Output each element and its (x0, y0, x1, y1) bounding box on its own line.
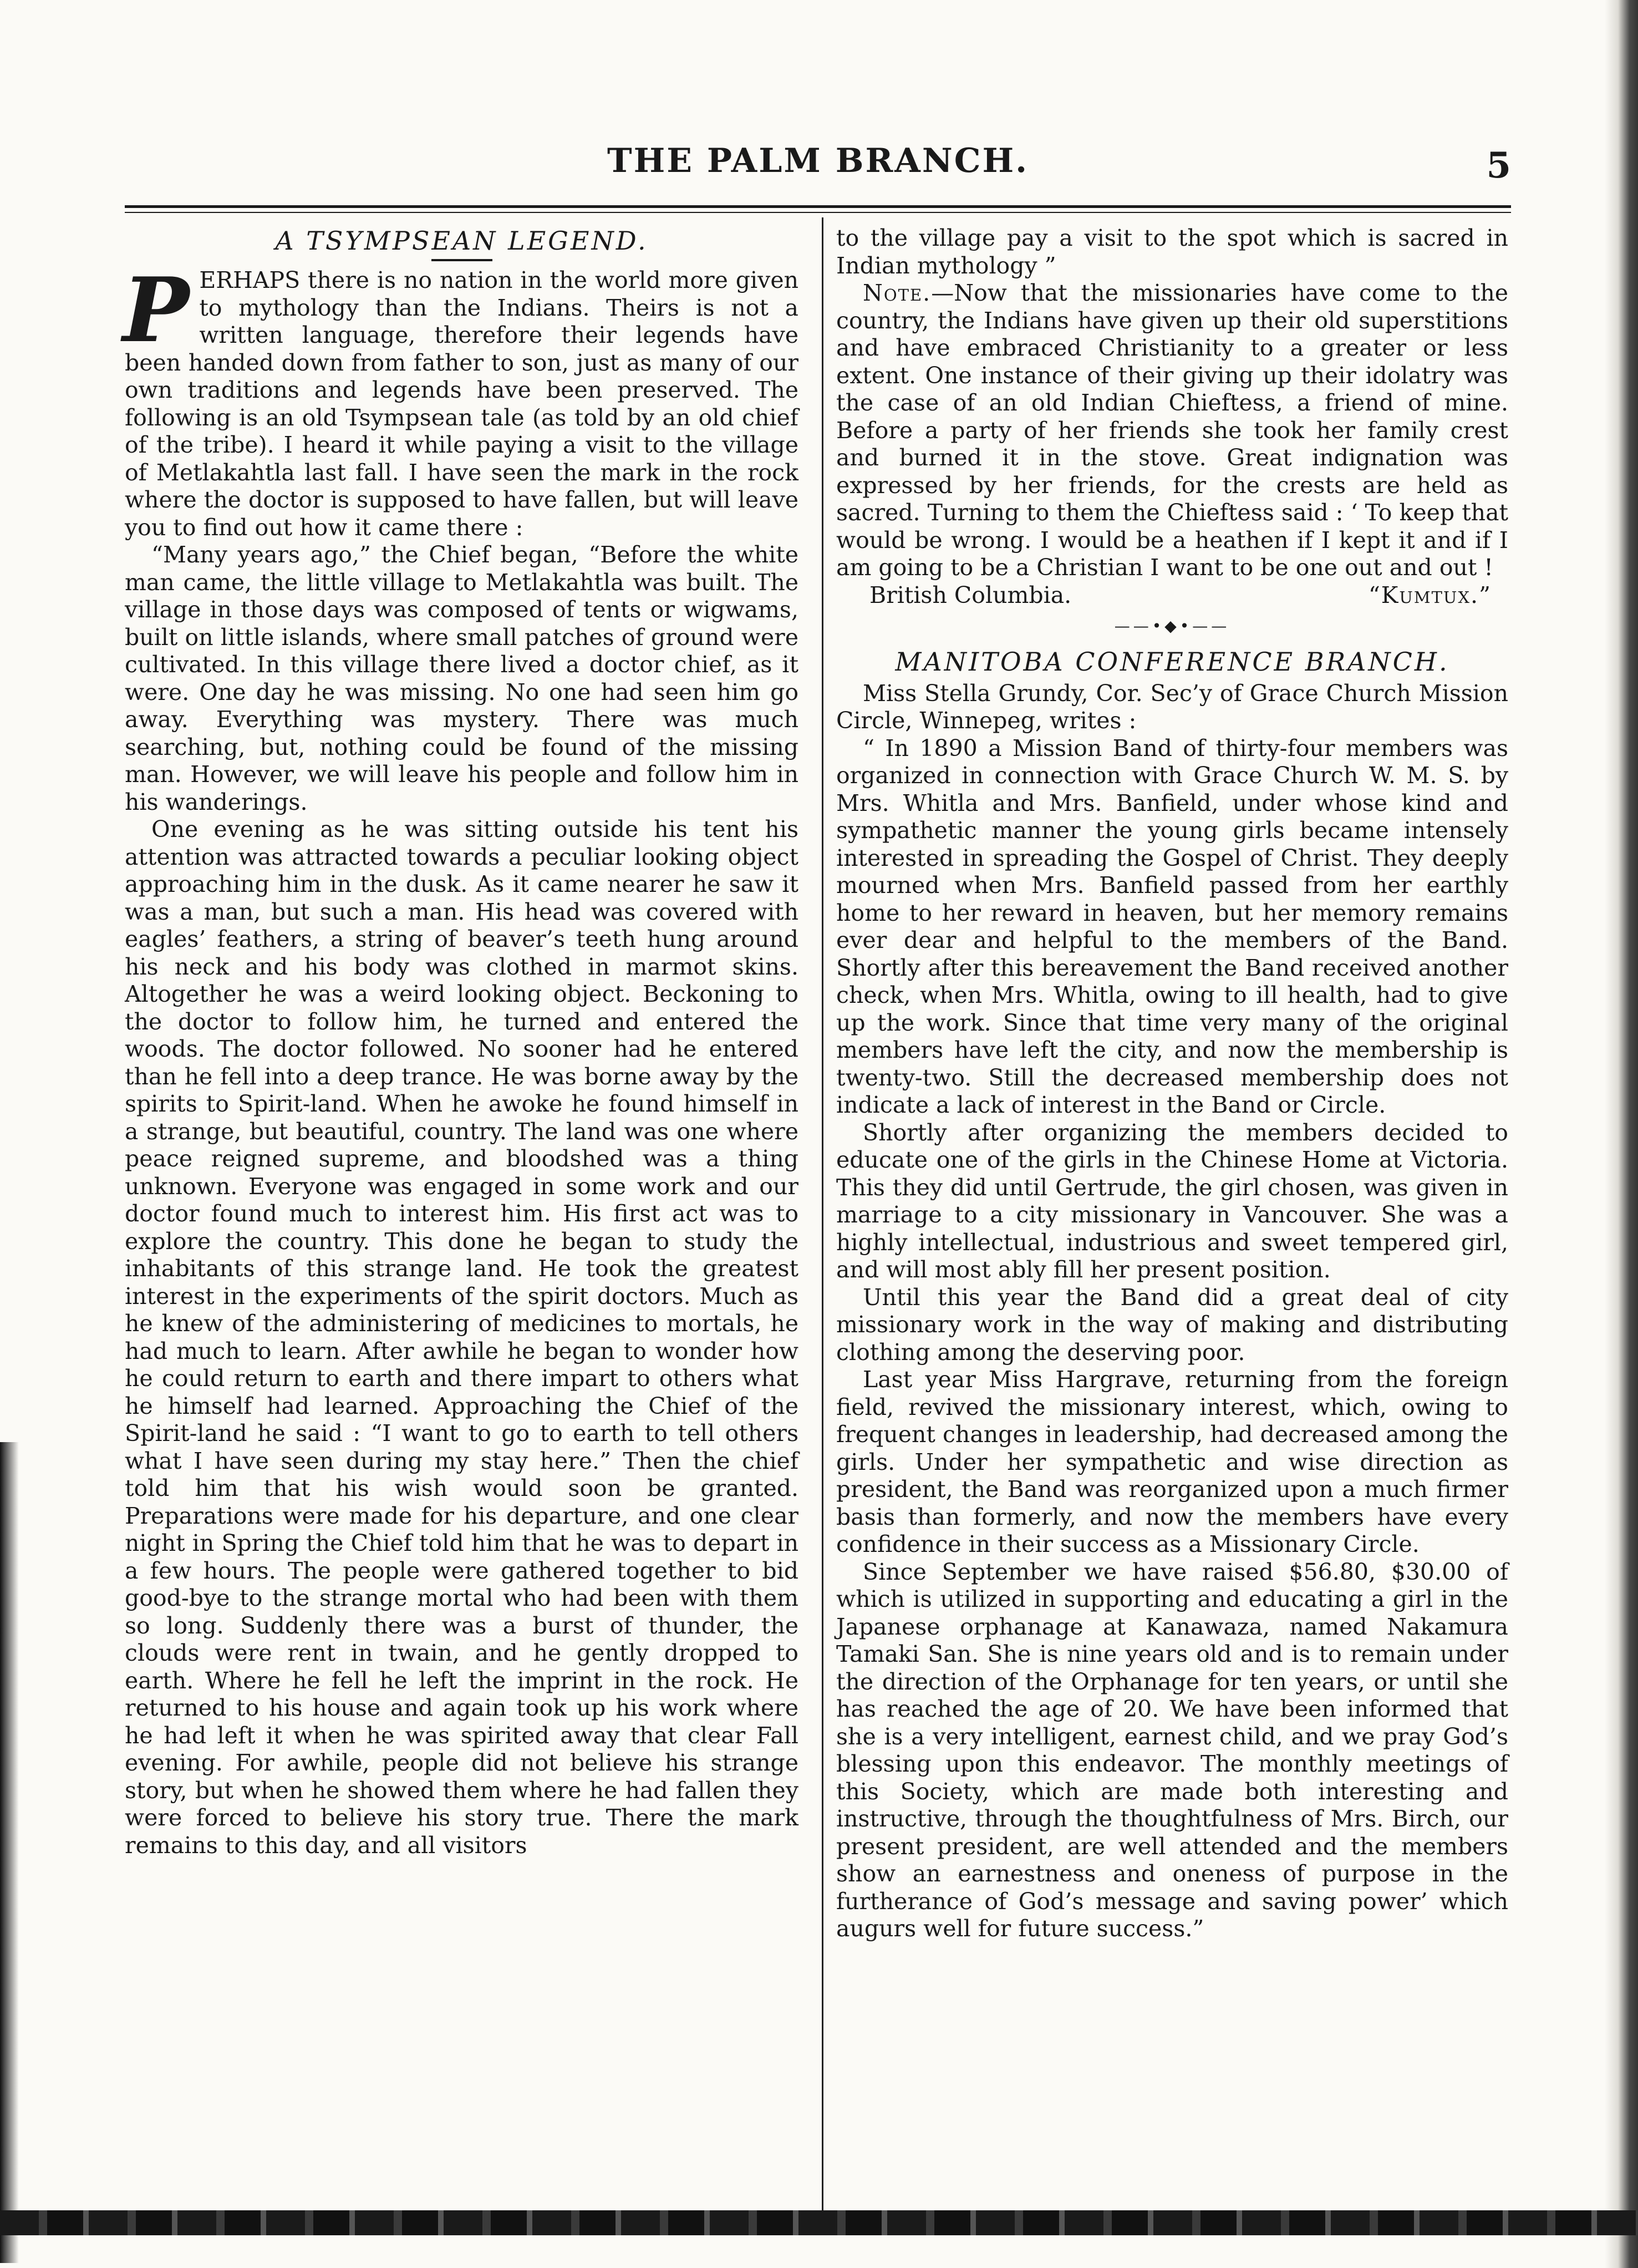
column-divider (822, 217, 823, 2225)
journal-title: THE PALM BRANCH. (607, 141, 1029, 180)
note-text: —Now that the missionaries have come to the country, the Indians have given up their old superstitions and have embraced Christianity to a greater or less extent. One instance of their giving up their idolatry was the case of an old Indian Chieftess, a friend of mine. Before a party of her friends she took her family crest and burned it in the stove. Great indignation was expressed by her friends, for the crests are held as sacred. Turning to them the Chieftess said : ‘ To keep that would be wrong. I would be a heathen if I kept it and if I am going to be a Christian I want to be one out and out ! (836, 280, 1508, 581)
title-rule (431, 259, 492, 261)
article-paragraph: One evening as he was sitting outside his tent his attention was attracted towards a peculiar looking object approaching him in the dusk. As it came nearer he saw it was a man, but such a man. His head was covered with eagles’ feathers, a string of beaver’s teeth hung around his neck and his body was clothed in marmot skins. Altogether he was a weird looking object. Beckoning to the doctor to follow him, he turned and entered the woods. The doctor followed. No sooner had he entered than he fell into a deep trance. He was borne away by the spirits to Spirit-land. When he awoke he found himself in a strange, but beautiful, country. The land was one where peace reigned supreme, and bloodshed was a thing unknown. Everyone was engaged in some work and our doctor found much to interest him. His first act was to explore the country. This done he began to study the inhabitants of this strange land. He took the greatest interest in the experiments of the spirit doctors. Much as he knew of the administering of medicines to mortals, he had much to learn. After awhile he began to wonder how he could return to earth and there impart to others what he himself had learned. Approaching the Chief of the Spirit-land he said : “I want to go to earth to tell others what I have seen during my stay here.” Then the chief told him that his wish would soon be granted. Preparations were made for his departure, and one clear night in Spring the Chief told him that he was to depart in a few hours. The people were gathered together to bid good-bye to the strange mortal who had been with them so long. Suddenly there was a burst of thunder, the clouds were rent in twain, and he gently dropped to earth. Where he fell he left the imprint in the rock. He returned to his house and again took up his work where he had left it when he was spirited away that clear Fall evening. For awhile, people did not believe his strange story, but when he showed them where he had fallen they were forced to believe his story true. There the mark remains to this day, and all visitors (125, 816, 798, 1859)
signature-line (836, 582, 1508, 610)
article-paragraph: Last year Miss Hargrave, returning from the foreign field, revived the missionary interest, which, owing to frequent changes in leadership, had decreased among the girls. Under her sympathetic and wise direction as president, the Band was reorganized upon a much firmer basis than formerly, and now the members have every confidence in their success as a Missionary Circle. (836, 1366, 1508, 1557)
article-paragraph: Since September we have raised $56.80, $30.00 of which is utilized in supporting and educating a girl in the Japanese orphanage at Kanawaza, named Nakamura Tamaki San. She is nine years old and is to remain under the direction of the Orphanage for ten years, or until she has reached the age of 20. We have been informed that she is a very intelligent, earnest child, and we pray God’s blessing upon this endeavor. The monthly meetings of this Society, which are made both interesting and instructive, through the thoughtfulness of Mrs. Birch, our present president, are well attended and the members show an earnestness and oneness of purpose in the furtherance of God’s message and saving power’ which augurs well for future success.” (836, 1558, 1508, 1942)
page-number: 5 (1486, 145, 1511, 186)
drop-cap: P (123, 258, 190, 362)
signature-place: British Columbia. (869, 581, 1072, 608)
article-paragraph: Miss Stella Grundy, Cor. Sec’y of Grace Church Mission Circle, Winnepeg, writes : (836, 679, 1508, 734)
note-paragraph (836, 280, 1508, 582)
article-paragraph: “ In 1890 a Mission Band of thirty-four members was organized in connection with Grace Church W. M. S. by Mrs. Whitla and Mrs. Banfield, under whose kind and sympathetic manner the young girls became intensely interested in spreading the Gospel of Christ. They deeply mourned when Mrs. Banfield passed from her earthly home to her reward in heaven, but her memory remains ever dear and helpful to the members of the Band. Shortly after this bereavement the Band received another check, when Mrs. Whitla, owing to ill health, had to give up the work. Since that time very many of the original members have left the city, and now the membership is twenty-two. Still the decreased membership does not indicate a lack of interest in the Band or Circle. (836, 734, 1508, 1118)
article-continuation: to the village pay a visit to the spot which is sacred in Indian mythology ” (836, 225, 1508, 279)
article-paragraph: Shortly after organizing the members decided to educate one of the girls in the Chinese Home at Victoria. This they did until Gertrude, the girl chosen, was given in marriage to a city missionary in Vancouver. She was a highly intellectual, industrious and sweet tempered girl, and will most ably fill her present position. (836, 1119, 1508, 1283)
article-paragraph: PERHAPS there is no nation in the world more given to mythology than the Indians. Theirs is not a written language, therefore their legends have been handed down from father to son, just as many of our own traditions and legends have been preserved. The following is an old Tsympsean tale (as told by an old chief of the tribe). I heard it while paying a visit to the village of Metlakahtla last fall. I have seen the mark in the rock where the doctor is supposed to have fallen, but will leave you to find out how it came there : (123, 258, 798, 541)
article-paragraph: “Many years ago,” the Chief began, “Before the white man came, the little village to Metlakahtla was built. The village in those days was composed of tents or wigwams, built on little islands, where small patches of ground were cultivated. In this village there lived a doctor chief, as it were. One day he was missing. No one had seen him go away. Everything was mystery. There was much searching, but, nothing could be found of the missing man. However, we will leave his people and follow him in his wanderings. (125, 541, 798, 815)
article-title-legend: A TSYMPSEAN LEGEND. (275, 226, 648, 256)
left-column (125, 225, 798, 1859)
header-rule (125, 205, 1511, 208)
note-label: Note. (863, 280, 932, 306)
right-column (836, 225, 1508, 1943)
article-paragraph: Until this year the Band did a great deal of city missionary work in the way of making and distributing clothing among the deserving poor. (836, 1283, 1508, 1366)
page-edge-right (1605, 0, 1638, 2268)
header-rule-thin (125, 212, 1511, 213)
article-title-manitoba: MANITOBA CONFERENCE BRANCH. (895, 646, 1449, 677)
page-header (125, 141, 1511, 197)
section-separator-ornament: ——•◆•—— (1114, 617, 1230, 635)
page-bottom-edge (0, 2210, 1638, 2235)
signature-name: “Kumtux.” (1368, 581, 1492, 608)
page-edge-left (0, 1442, 19, 2263)
